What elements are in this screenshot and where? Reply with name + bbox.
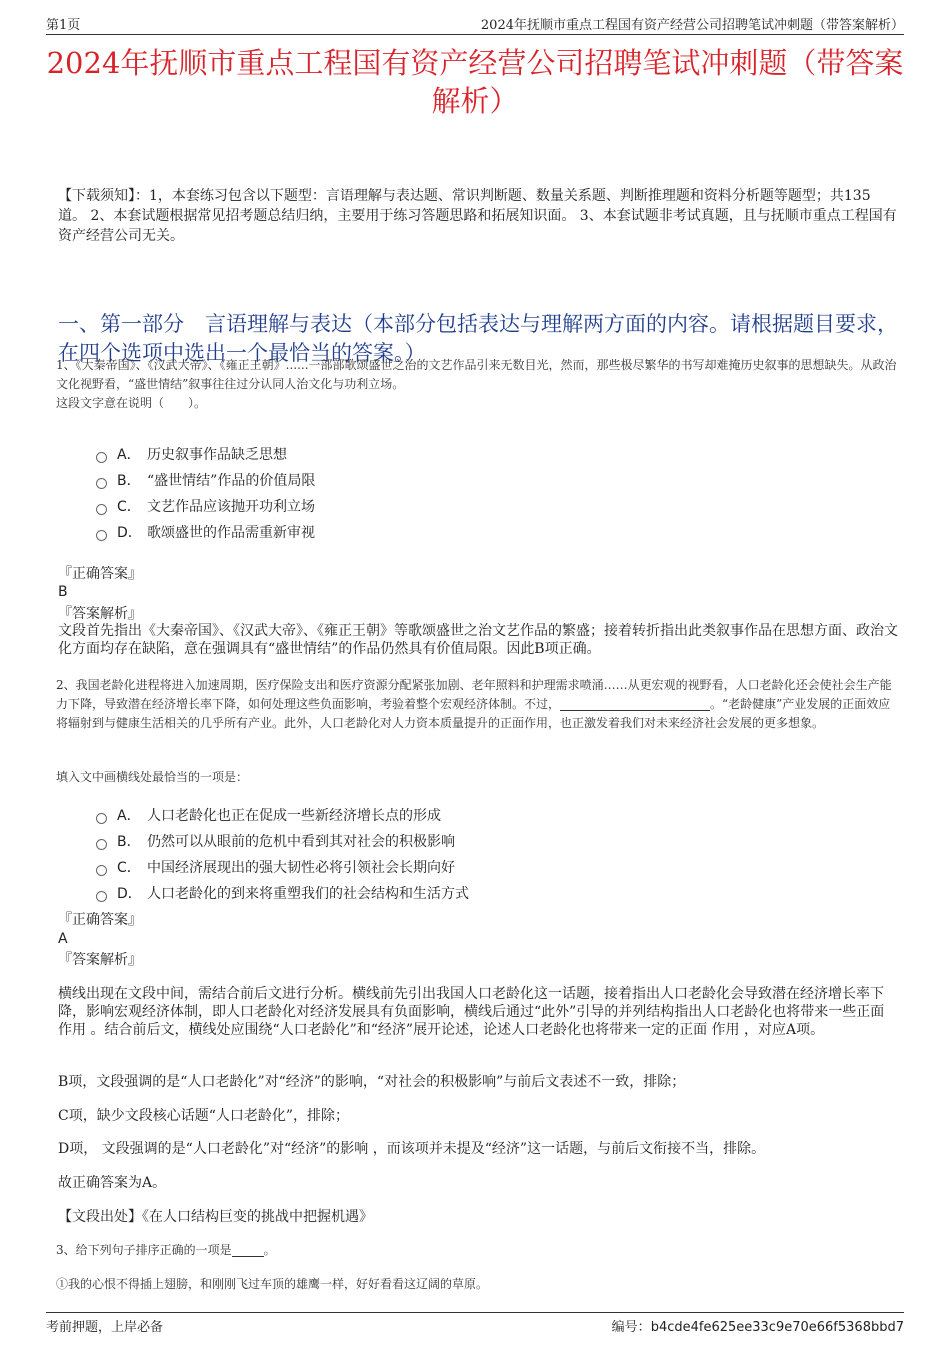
q2-source: 【文段出处】《在人口结构巨变的挑战中把握机遇》 [58,1209,373,1225]
radio-icon[interactable] [96,478,107,489]
radio-icon[interactable] [96,530,107,541]
download-notice: 【下载须知】：1，本套练习包含以下题型：言语理解与表达题、常识判断题、数量关系题、判断推理题和资料分析题等题型；共135道。 2、本套试题根据常见招考题总结归纳，主要用于练习答题思路和拓展知识面。 3、本套试题非考试真题，且与抚顺市重点工程国有资产经营公司无关。 [58,188,897,244]
question-1-stem: 1、《大秦帝国》、《汉武大帝》、《雍正王朝》......一部部歌颂盛世之治的文艺作品引来无数目光，然而，那些极尽繁华的书写却难掩历史叙事的思想缺失。从政治文化视野看，“盛世情结”叙事往往过分认同人治文化与功利立场。 这段文字意在说明（ ）。 [56,356,898,413]
q2-analysis-paragraph: D项， 文段强调的是“人口老龄化”对“经济”的影响 ，而该项并未提及“经济”这一话题，与前后文衔接不当，排除。 [58,1141,766,1157]
q1-analysis: 文段首先指出《大秦帝国》、《汉武大帝》、《雍正王朝》等歌颂盛世之治文艺作品的繁盛；接着转折指出此类叙事作品在思想方面、政治文化方面均存在缺陷，意在强调具有“盛世情结”的作品仍然具有价值局限。因此B项正确。 [58,623,898,657]
section-title: 一、第一部分 言语理解与表达（本部分包括表达与理解两方面的内容。请根据题目要求，在四个选项中选出一个最恰当的答案。） [58,312,898,365]
q2-analysis-paragraph: 横线出现在文段中间，需结合前后文进行分析。横线前先引出我国人口老龄化这一话题，接着指出人口老龄化会导致潜在经济增长率下降，影响宏观经济体制，即人口老龄化对经济发展具有负面影响，横线后通过“此外”引导的并列结构指出人口老龄化也将带来一些正面 作用 。结合前后文，横线处应围绕“人口老龄化”和“经济”展开论述，论述人口老龄化也将带来一定的正面 作用 ，对应A项。 [58,986,885,1038]
q2-correct-answer-label: 『正确答案』 [58,912,142,928]
radio-icon[interactable] [96,839,107,850]
radio-icon[interactable] [96,813,107,824]
q2-correct-answer: A [58,931,68,947]
q2-analysis-paragraph: 故正确答案为A。 [58,1175,167,1191]
q2-analysis-paragraph: C项，缺少文段核心话题“人口老龄化”，排除； [58,1108,350,1124]
document-title: 2024年抚顺市重点工程国有资产经营公司招聘笔试冲刺题（带答案解析） [46,46,904,118]
q2-option-b[interactable]: B． 仍然可以从眼前的危机中看到其对社会的积极影响 [96,828,890,854]
page-footer [46,1312,904,1335]
question-3-line-1: ①我的心恨不得插上翅膀，和刚刚飞过车顶的雄鹰一样，好好看看这辽阔的草原。 [56,1277,489,1291]
footer-code: 编号：b4cde4fe625ee33c9e70e66f5368bbd7 [611,1320,904,1335]
q1-option-a[interactable]: A． 历史叙事作品缺乏思想 [96,441,890,467]
page-header [46,14,904,35]
radio-icon[interactable] [96,452,107,463]
q2-option-a[interactable]: A． 人口老龄化也正在促成一些新经济增长点的形成 [96,802,890,828]
q1-analysis-label: 『答案解析』 [58,606,142,622]
q2-option-c[interactable]: C． 中国经济展现出的强大韧性必将引领社会长期向好 [96,854,890,880]
q2-analysis-paragraph: B项，文段强调的是“人口老龄化”对“经济”的影响，“对社会的积极影响”与前后文表述不一致，排除； [58,1074,686,1090]
q2-analysis-label: 『答案解析』 [58,952,142,968]
q1-option-c[interactable]: C． 文艺作品应该抛开功利立场 [96,493,890,519]
fill-blank [232,1244,264,1257]
q1-option-d[interactable]: D． 歌颂盛世的作品需重新审视 [96,519,890,545]
question-1-prompt: 这段文字意在说明（ ）。 [56,396,207,410]
question-2-options [96,802,890,906]
q1-option-b[interactable]: B． “盛世情结”作品的价值局限 [96,467,890,493]
question-2-prompt: 填入文中画横线处最恰当的一项是： [56,770,249,784]
header-doc-title: 2024年抚顺市重点工程国有资产经营公司招聘笔试冲刺题（带答案解析） [480,18,904,33]
page-number: 第1页 [46,18,81,33]
footer-slogan: 考前押题，上岸必备 [46,1320,164,1335]
q2-option-d[interactable]: D． 人口老龄化的到来将重塑我们的社会结构和生活方式 [96,880,890,906]
radio-icon[interactable] [96,865,107,876]
radio-icon[interactable] [96,891,107,902]
q1-correct-answer-label: 『正确答案』 [58,566,142,582]
fill-blank [560,698,710,711]
question-3-stem: 3、给下列句子排序正确的一项是 。 [56,1243,276,1257]
q1-correct-answer: B [58,584,68,600]
question-1-options [96,441,890,545]
question-2-stem: 2、我国老龄化进程将进入加速周期，医疗保险支出和医疗资源分配紧张加剧、老年照料和护理需求喷涌……从更宏观的视野看，人口老龄化还会使社会生产能力下降，导致潜在经济增长率下降，如何处理这些负面影响，考验着整个宏观经济体制。不过， 。“老龄健康”产业发展的正面效应将辐射到与健康生活相关的几乎所有产业。此外，人口老龄化对人力资本质量提升的正面作用，也正激发着我们对未来经济社会发展的更多想象。 [56,678,892,730]
radio-icon[interactable] [96,504,107,515]
